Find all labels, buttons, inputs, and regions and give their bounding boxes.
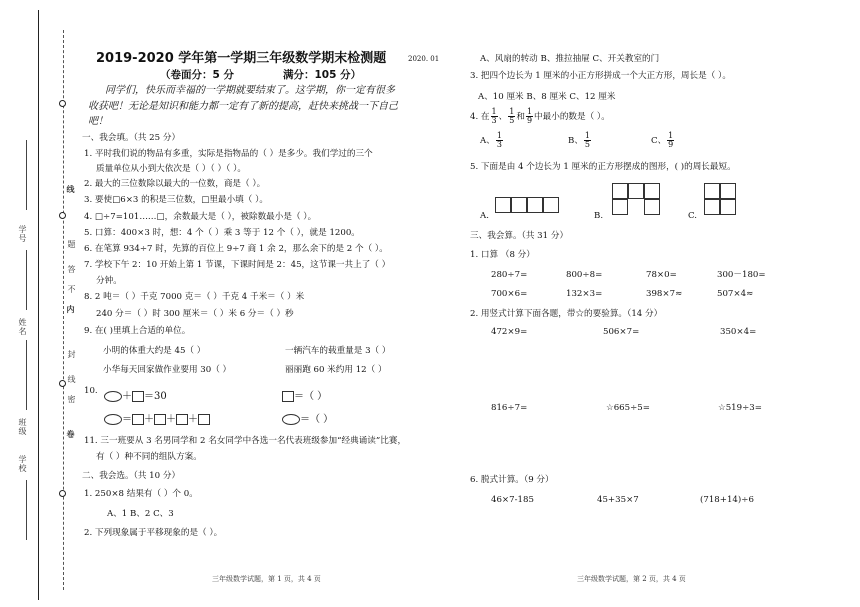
question-text: 中最小的数是（ ）。 — [534, 112, 610, 122]
question: 一辆汽车的载重量是 3（ ） — [285, 346, 391, 356]
calc-item: 350×4= — [720, 327, 757, 337]
shape-equation-2 — [282, 391, 327, 403]
question-number: 10. — [84, 386, 98, 396]
seal-char: 线 — [66, 185, 76, 194]
question: 11. 三一班要从 3 名男同学和 2 名女同学中各选一名代表班级参加“经典诵读”比赛， — [84, 436, 407, 446]
shape-equation-3: ＝ ＋ ＋ ＋ — [104, 414, 210, 426]
separator: 和 — [516, 112, 525, 122]
calc-item: 132×3= — [566, 289, 603, 299]
calc-item: (718+14)÷6 — [700, 495, 754, 505]
question: 2. 下列现象属于平移现象的是（ ）。 — [84, 528, 223, 538]
question: 丽丽跑 60 米约用 12（ ） — [285, 365, 387, 375]
question: 4. □÷7=101……□，余数最大是（ ），被除数最小是（ ）。 — [84, 212, 317, 222]
question: 分钟。 — [96, 276, 122, 286]
figure-label-b: B. — [594, 211, 604, 221]
fraction: $\frac{1}{5}$ — [584, 131, 591, 149]
question-fraction — [470, 108, 610, 125]
section-title: 三、我会算。（共 31 分） — [470, 231, 569, 241]
seal-char: 不 — [67, 285, 76, 294]
question: 3. 要使□6×3 的积是三位数，□里最小填（ ）。 — [84, 195, 268, 205]
calc-item: 46×7-185 — [491, 495, 534, 505]
calc-item: 700×6= — [491, 289, 528, 299]
binding-hole — [59, 490, 66, 497]
calc-item: 472×9= — [491, 327, 528, 337]
exam-date: 2020. 01 — [408, 55, 440, 63]
separator: 、 — [498, 112, 508, 122]
question: 3. 把四个边长为 1 厘米的小正方形拼成一个大正方形，周长是（ ）。 — [470, 71, 731, 81]
question: 有（ ）种不同的组队方案。 — [96, 452, 202, 462]
page-footer: 三年级数学试题，第 2 页，共 4 页 — [577, 575, 686, 583]
oval-shape — [104, 391, 122, 402]
question: 5. 下面是由 4 个边长为 1 厘米的正方形摆成的图形，( )的周长最短。 — [470, 162, 736, 172]
question: 1. 250×8 结果有（ ）个 0。 — [84, 489, 198, 499]
seal-char: 封 — [67, 350, 76, 359]
seal-char: 题 — [67, 240, 76, 249]
fraction-option-b: B、 $\frac{1}{5}$ — [568, 131, 591, 149]
seal-char: 答 — [67, 265, 76, 274]
binding-hole — [59, 212, 66, 219]
square-shape — [198, 414, 210, 425]
oval-shape — [104, 414, 122, 425]
shape-equation-4 — [282, 414, 333, 426]
question: 9. 在( )里填上合适的单位。 — [84, 326, 191, 336]
question: 6. 脱式计算。（9 分） — [470, 475, 554, 485]
field-line — [26, 250, 27, 310]
shape-equation-1: ＋ ＝30 — [104, 391, 167, 403]
question-text: 4. 在 — [470, 112, 490, 122]
question: 8. 2 吨＝（ ）千克 7000 克＝（ ）千克 4 千米＝（ ）米 — [84, 292, 305, 302]
calc-item: 506×7= — [603, 327, 640, 337]
binding-hole — [59, 380, 66, 387]
section-title: 一、我会填。（共 25 分） — [82, 133, 181, 143]
square-shape — [132, 391, 144, 402]
question: 240 分＝（ ）时 300 厘米＝（ ）米 6 分＝（ ）秒 — [96, 309, 294, 319]
calc-item: 45+35×7 — [597, 495, 639, 505]
binding-line-outer — [38, 10, 39, 600]
question: 2. 用竖式计算下面各题，带☆的要验算。（14 分） — [470, 309, 663, 319]
question: 6. 在笔算 934÷7 时，先算的百位上 9÷7 商 1 余 2，那么余下的是 2 个（ ）。 — [84, 244, 388, 254]
field-label-school: 学校 — [18, 455, 27, 473]
square-shape — [176, 414, 188, 425]
square-shape — [154, 414, 166, 425]
fraction-option-a: A、 $\frac{1}{3}$ — [480, 131, 502, 149]
seal-char: 卷 — [66, 430, 76, 439]
figure-label-c: C. — [688, 211, 698, 221]
fraction: $\frac{1}{3}$ — [491, 107, 497, 125]
equation-result: ＝（ ） — [294, 391, 328, 402]
fraction: $\frac{1}{9}$ — [526, 107, 533, 125]
seal-char: 线 — [67, 375, 76, 384]
page-footer: 三年级数学试题，第 1 页，共 4 页 — [212, 575, 321, 583]
binding-line-dashed — [63, 30, 64, 590]
fraction: $\frac{1}{5}$ — [509, 107, 515, 125]
fraction-option-c: C、 $\frac{1}{9}$ — [651, 131, 674, 149]
figure-label-a: A. — [480, 211, 489, 221]
question: 5. 口算：400×3 时，想：4 个（ ）乘 3 等于 12 个（ ），就是 1200。 — [84, 228, 360, 238]
question: 小明的体重大约是 45（ ） — [103, 346, 206, 356]
calc-item: 800÷8= — [566, 270, 603, 280]
field-label-class: 班级 — [18, 418, 27, 436]
question: 质量单位从小到大依次是（ ）（ ）（ ）。 — [96, 164, 246, 174]
section-title: 二、我会选。（共 10 分） — [82, 471, 181, 481]
field-label-name: 姓名 — [18, 318, 27, 336]
choice-options: A、10 厘米 B、8 厘米 C、12 厘米 — [478, 92, 616, 102]
square-shape — [282, 391, 294, 402]
calc-item: 816÷7= — [491, 403, 528, 413]
field-line — [26, 480, 27, 540]
subtitle-total: 满分：105 分） — [283, 69, 362, 81]
field-label-student-id: 学号 — [18, 225, 27, 243]
fraction: $\frac{1}{9}$ — [668, 131, 674, 149]
calc-item: 507×4≈ — [717, 289, 754, 299]
seal-char: 内 — [66, 305, 76, 314]
binding-hole — [59, 100, 66, 107]
subtitle-score: （卷面分：5 分 — [160, 69, 234, 81]
question: 2. 最大的三位数除以最大的一位数，商是（ ）。 — [84, 179, 266, 189]
choice-options: A、1 B、2 C、3 — [107, 509, 174, 519]
field-line — [26, 140, 27, 210]
calc-item: 78×0= — [646, 270, 677, 280]
equation-result: ＝30 — [144, 391, 167, 402]
question: 1. 平时我们说的物品有多重，实际是指物品的（ ）是多少。我们学过的三个 — [84, 149, 373, 159]
calc-item: 300－180= — [717, 270, 766, 280]
square-shape — [132, 414, 144, 425]
calc-item: ☆519÷3= — [718, 403, 762, 413]
intro-line: 同学们，快乐而幸福的一学期就要结束了。这学期，你一定有很多 — [105, 85, 395, 96]
oval-shape — [282, 414, 300, 425]
seal-char: 密 — [67, 395, 76, 404]
equation-result: ＝（ ） — [300, 414, 334, 425]
intro-line: 吧！ — [88, 116, 108, 127]
question: 小华每天回家做作业要用 30（ ） — [103, 365, 232, 375]
intro-line: 收获吧！无论是知识和能力都一定有了新的提高，赶快来挑战一下自己 — [88, 101, 398, 112]
calc-item: ☆665÷5= — [606, 403, 650, 413]
choice-options: A、风扇的转动 B、推拉抽屉 C、开关教室的门 — [480, 54, 660, 64]
calc-item: 398×7≈ — [646, 289, 683, 299]
field-line — [26, 340, 27, 410]
page-title: 2019-2020 学年第一学期三年级数学期末检测题 — [96, 51, 387, 66]
calc-item: 280÷7= — [491, 270, 528, 280]
fraction: $\frac{1}{3}$ — [496, 131, 502, 149]
question: 1. 口算 （8 分） — [470, 250, 535, 260]
question: 7. 学校下午 2：10 开始上第 1 节课，下课时间是 2：45，这节课一共上了（ ） — [84, 260, 391, 270]
